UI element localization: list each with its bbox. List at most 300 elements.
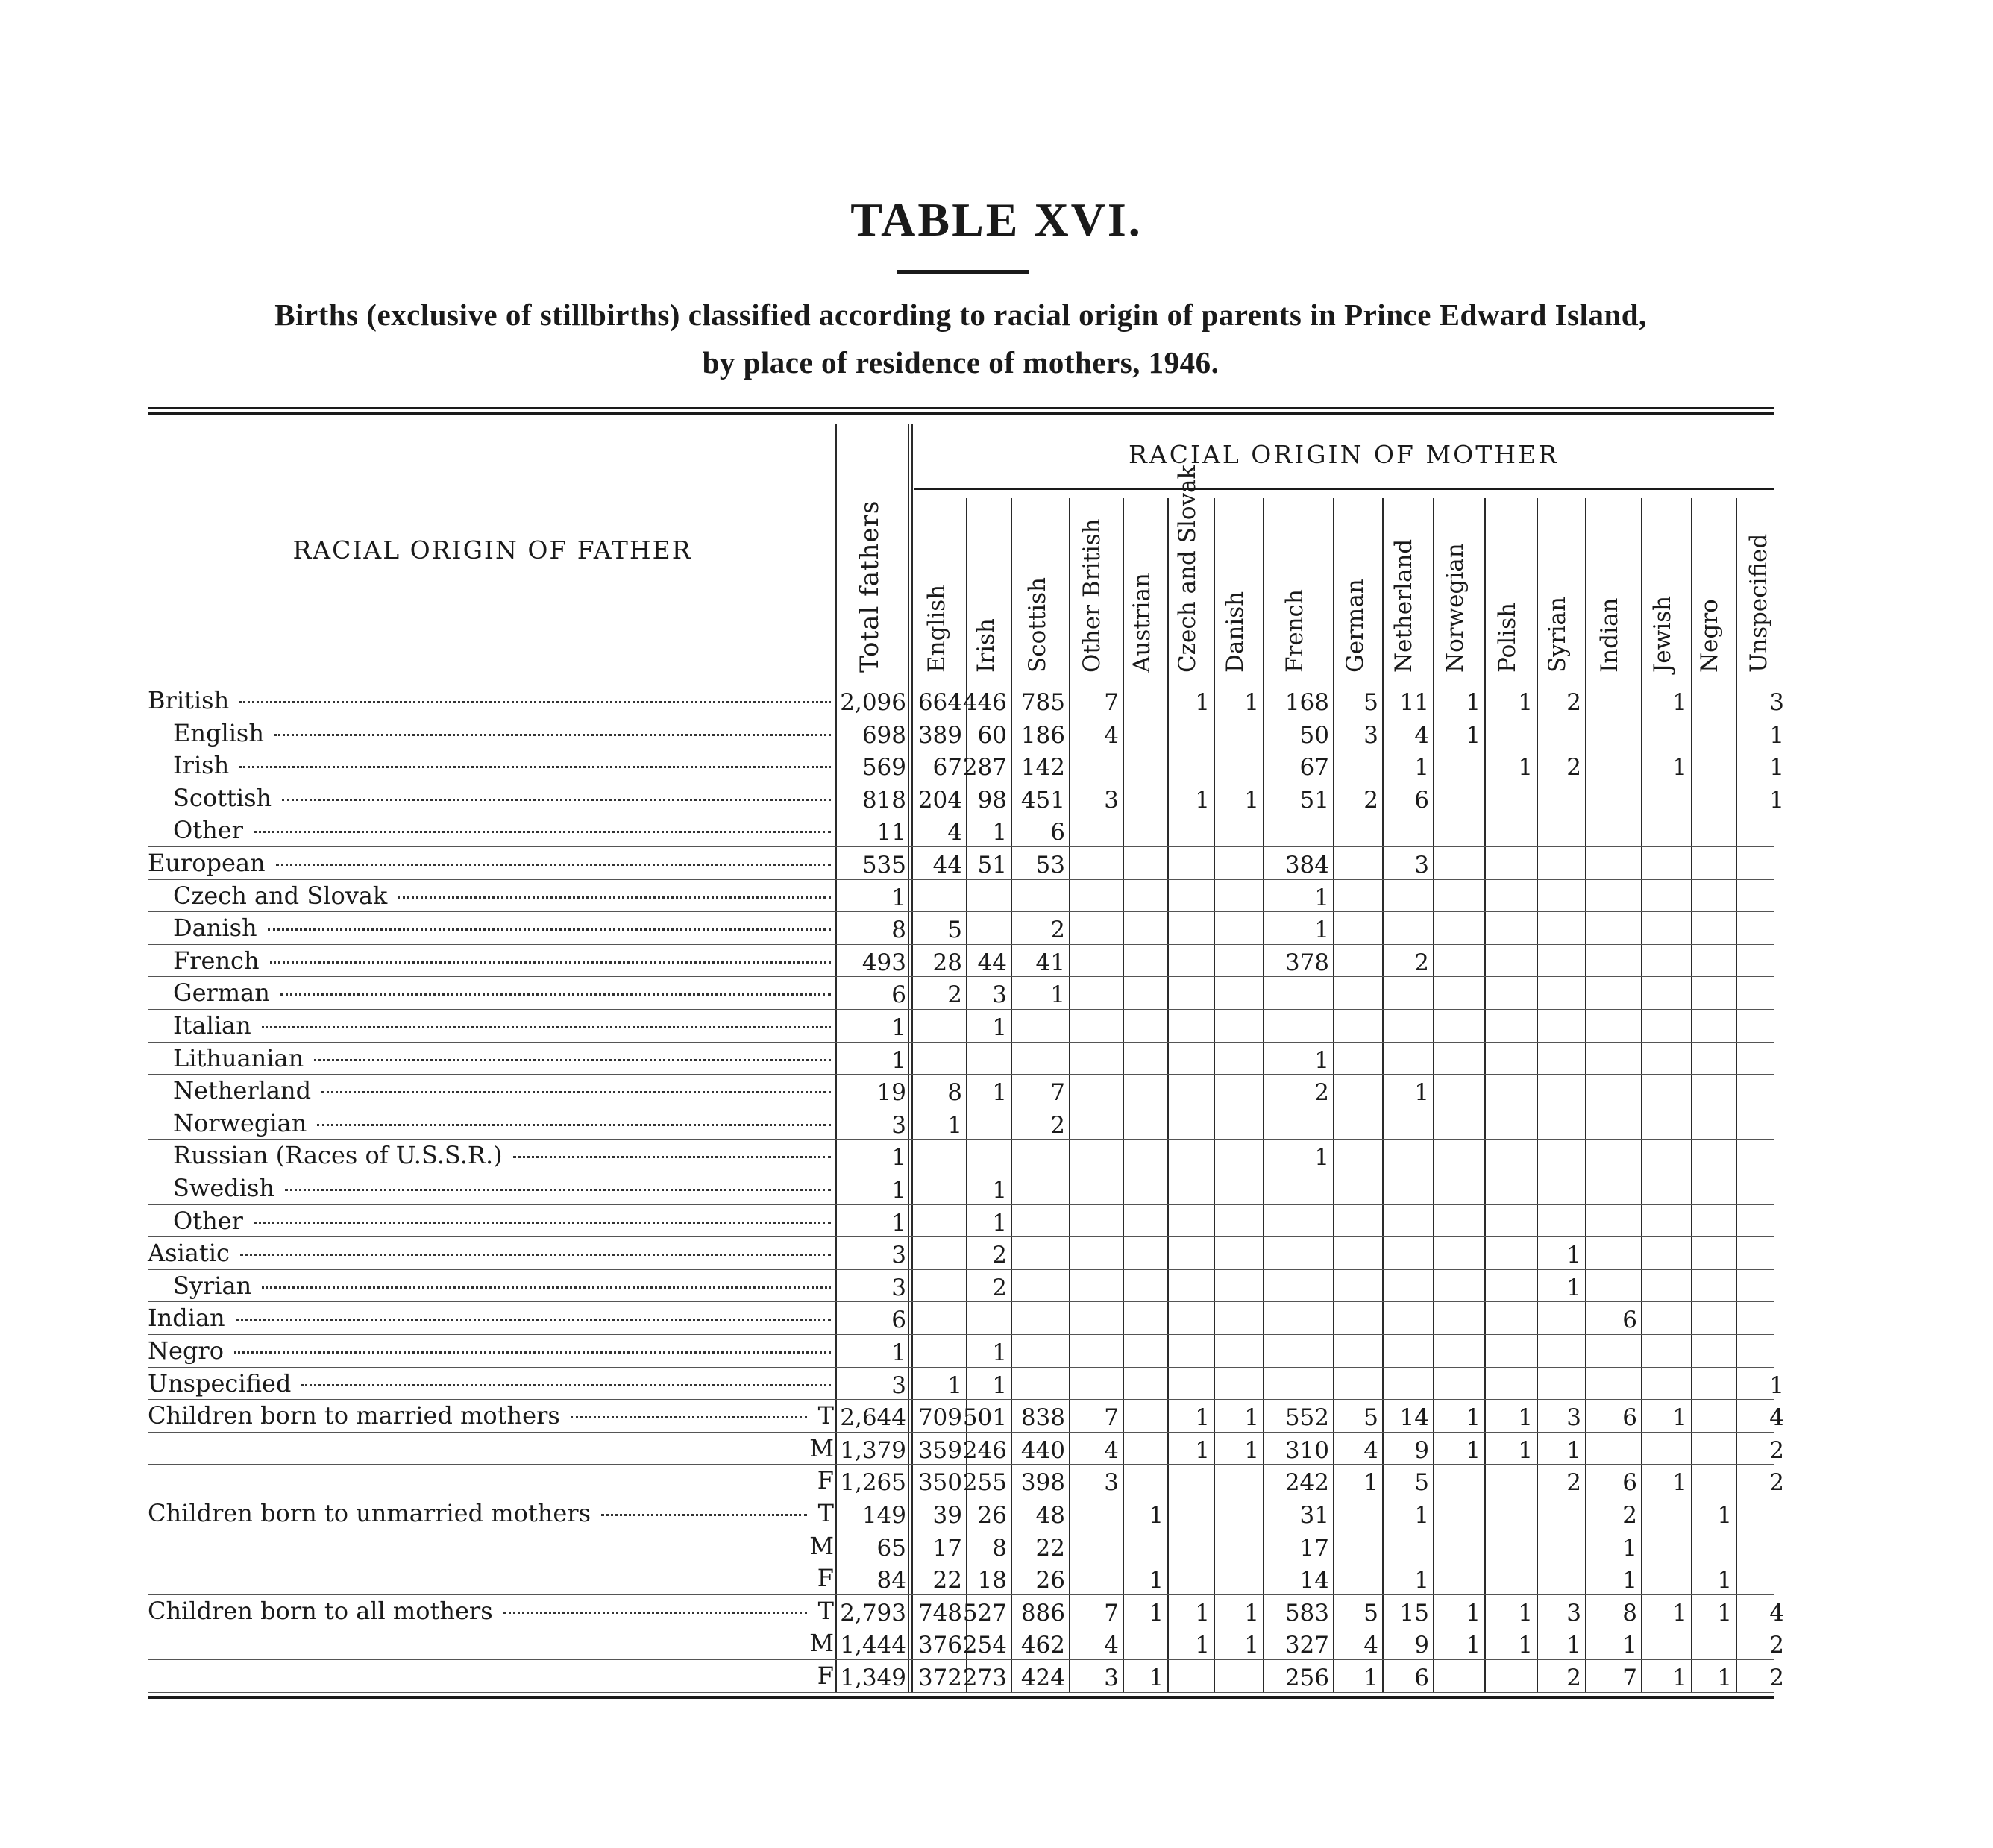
column-header-label: Norwegian bbox=[1441, 543, 1469, 673]
row-label: Russian (Races of U.S.S.R.) bbox=[173, 1141, 503, 1170]
table-cell: 2 bbox=[1566, 1469, 1581, 1497]
table-cell: 1 bbox=[1518, 1632, 1533, 1659]
table-row bbox=[0, 1140, 1993, 1172]
table-cell: 440 bbox=[1020, 1436, 1065, 1464]
table-top-rule-inner bbox=[148, 412, 1774, 415]
table-cell: 1 bbox=[1149, 1599, 1164, 1627]
table-cell: 1 bbox=[1414, 1502, 1429, 1529]
row-label: Netherland bbox=[173, 1076, 312, 1105]
table-cell: 22 bbox=[932, 1567, 962, 1594]
table-cell: 2,644 bbox=[840, 1404, 906, 1432]
table-cell: 3 bbox=[891, 1371, 906, 1399]
column-header-label: Total fathers bbox=[854, 500, 885, 673]
table-cell: 527 bbox=[962, 1599, 1007, 1627]
column-header bbox=[1068, 492, 1119, 673]
table-cell: 818 bbox=[861, 786, 906, 814]
table-cell: 44 bbox=[977, 949, 1007, 976]
column-header bbox=[1167, 465, 1210, 673]
row-label: Czech and Slovak bbox=[173, 881, 388, 910]
table-cell: 1 bbox=[1244, 1436, 1259, 1464]
table-cell: 1 bbox=[992, 819, 1007, 846]
table-cell: 1 bbox=[1769, 754, 1784, 782]
table-cell: 2 bbox=[1622, 1502, 1637, 1529]
table-cell: 26 bbox=[1035, 1567, 1065, 1594]
row-sex-code: T bbox=[817, 1401, 834, 1430]
dot-leader bbox=[317, 1124, 831, 1126]
table-cell: 1 bbox=[1195, 1436, 1210, 1464]
table-cell: 4 bbox=[1104, 1632, 1119, 1659]
table-cell: 2 bbox=[1769, 1469, 1784, 1497]
table-cell: 1 bbox=[1244, 1632, 1259, 1659]
column-header bbox=[1432, 492, 1481, 673]
row-sex-code: F bbox=[817, 1662, 834, 1690]
table-cell: 1,265 bbox=[840, 1469, 906, 1497]
table-cell: 5 bbox=[1363, 1599, 1378, 1627]
table-cell: 1 bbox=[1769, 786, 1784, 814]
column-header-label: German bbox=[1342, 579, 1369, 673]
table-row bbox=[0, 847, 1993, 880]
table-cell: 569 bbox=[861, 754, 906, 782]
table-cell: 310 bbox=[1284, 1436, 1329, 1464]
column-header-label: Polish bbox=[1493, 603, 1521, 673]
table-cell: 698 bbox=[861, 721, 906, 749]
table-cell: 84 bbox=[876, 1567, 906, 1594]
table-cell: 3 bbox=[891, 1274, 906, 1301]
table-cell: 1 bbox=[1050, 981, 1065, 1009]
mother-header-rule bbox=[914, 488, 1774, 490]
table-cell: 446 bbox=[962, 689, 1007, 716]
dot-leader bbox=[268, 928, 831, 931]
row-label: Irish bbox=[173, 751, 230, 780]
column-header-label: Czech and Slovak bbox=[1173, 465, 1201, 673]
table-cell: 242 bbox=[1284, 1469, 1329, 1497]
table-cell: 28 bbox=[932, 949, 962, 976]
column-header bbox=[1484, 492, 1533, 673]
table-cell: 17 bbox=[932, 1534, 962, 1562]
dot-leader bbox=[280, 993, 831, 996]
column-header bbox=[1214, 492, 1259, 673]
table-row bbox=[0, 1107, 1993, 1140]
column-header-label: Unspecified bbox=[1745, 533, 1772, 673]
table-cell: 1 bbox=[1672, 754, 1687, 782]
table-cell: 1 bbox=[1672, 689, 1687, 716]
table-cell: 67 bbox=[932, 754, 962, 782]
table-row bbox=[0, 1172, 1993, 1205]
table-cell: 1 bbox=[1195, 1599, 1210, 1627]
table-cell: 4 bbox=[947, 819, 962, 846]
table-cell: 2 bbox=[1769, 1632, 1784, 1659]
table-row bbox=[0, 1270, 1993, 1303]
dot-leader bbox=[254, 831, 831, 833]
table-cell: 1 bbox=[1244, 1404, 1259, 1432]
table-cell: 748 bbox=[917, 1599, 962, 1627]
dot-leader bbox=[282, 799, 831, 801]
table-cell: 1 bbox=[891, 1014, 906, 1041]
row-label: European bbox=[148, 849, 266, 877]
table-row bbox=[0, 1368, 1993, 1401]
column-header bbox=[1641, 492, 1687, 673]
table-cell: 1 bbox=[1314, 1046, 1329, 1074]
row-sex-code: M bbox=[809, 1531, 834, 1560]
table-cell: 1 bbox=[1518, 1599, 1533, 1627]
table-cell: 6 bbox=[1050, 819, 1065, 846]
table-cell: 4 bbox=[1104, 1436, 1119, 1464]
row-label: French bbox=[173, 946, 260, 975]
table-cell: 18 bbox=[977, 1567, 1007, 1594]
table-cell: 5 bbox=[1363, 689, 1378, 716]
table-cell: 3 bbox=[1566, 1404, 1581, 1432]
table-cell: 372 bbox=[917, 1665, 962, 1691]
table-cell: 1 bbox=[1466, 1404, 1481, 1432]
table-cell: 2 bbox=[1566, 754, 1581, 782]
table-row bbox=[0, 977, 1993, 1010]
row-label: Children born to unmarried mothers bbox=[148, 1499, 591, 1527]
table-cell: 3 bbox=[1414, 852, 1429, 879]
table-cell: 2 bbox=[1050, 1111, 1065, 1139]
row-label: British bbox=[148, 686, 230, 714]
row-label: Danish bbox=[173, 914, 257, 943]
table-row bbox=[0, 1562, 1993, 1595]
table-cell: 3 bbox=[1104, 1469, 1119, 1497]
table-row bbox=[0, 1237, 1993, 1270]
column-header-label: Indian bbox=[1596, 597, 1623, 673]
table-cell: 1 bbox=[1566, 1274, 1581, 1301]
column-header bbox=[1123, 492, 1164, 673]
table-cell: 2 bbox=[1566, 689, 1581, 716]
table-cell: 1 bbox=[1414, 1079, 1429, 1107]
row-sex-code: T bbox=[817, 1596, 834, 1625]
table-cell: 1 bbox=[1466, 689, 1481, 716]
table-row bbox=[0, 1660, 1993, 1693]
table-cell: 1 bbox=[1672, 1404, 1687, 1432]
table-row bbox=[0, 717, 1993, 750]
column-header-label: Netherland bbox=[1390, 538, 1417, 673]
table-cell: 6 bbox=[1622, 1307, 1637, 1334]
column-header-label: French bbox=[1281, 589, 1308, 673]
table-cell: 1 bbox=[1314, 1144, 1329, 1172]
table-cell: 1 bbox=[1195, 689, 1210, 716]
table-row bbox=[0, 945, 1993, 978]
table-cell: 65 bbox=[876, 1534, 906, 1562]
table-cell: 31 bbox=[1299, 1502, 1329, 1529]
table-cell: 1 bbox=[891, 1177, 906, 1204]
table-cell: 204 bbox=[917, 786, 962, 814]
table-cell: 398 bbox=[1020, 1469, 1065, 1497]
table-cell: 1 bbox=[1466, 1632, 1481, 1659]
table-cell: 51 bbox=[977, 852, 1007, 879]
row-sex-code: M bbox=[809, 1433, 834, 1462]
table-cell: 1 bbox=[1672, 1469, 1687, 1497]
table-cell: 1 bbox=[1149, 1502, 1164, 1529]
column-header bbox=[1335, 492, 1378, 673]
dot-leader bbox=[239, 701, 831, 703]
table-cell: 384 bbox=[1284, 852, 1329, 879]
table-cell: 1 bbox=[1149, 1567, 1164, 1594]
table-cell: 17 bbox=[1299, 1534, 1329, 1562]
table-cell: 709 bbox=[917, 1404, 962, 1432]
dot-leader bbox=[254, 1222, 831, 1224]
table-cell: 53 bbox=[1035, 852, 1065, 879]
table-cell: 98 bbox=[977, 786, 1007, 814]
table-cell: 1 bbox=[1244, 689, 1259, 716]
table-row bbox=[0, 1335, 1993, 1368]
table-cell: 1 bbox=[1717, 1502, 1732, 1529]
table-cell: 1 bbox=[992, 1209, 1007, 1236]
column-header bbox=[1585, 492, 1637, 673]
row-label: Lithuanian bbox=[173, 1043, 304, 1072]
table-row bbox=[0, 1043, 1993, 1075]
table-cell: 838 bbox=[1020, 1404, 1065, 1432]
column-header-label: Syrian bbox=[1544, 597, 1571, 673]
table-cell: 44 bbox=[932, 852, 962, 879]
column-header bbox=[967, 492, 1007, 673]
row-label: Other bbox=[173, 1206, 243, 1235]
dot-leader bbox=[262, 1026, 831, 1028]
table-cell: 1 bbox=[1717, 1567, 1732, 1594]
table-cell: 3 bbox=[1566, 1599, 1581, 1627]
table-cell: 8 bbox=[947, 1079, 962, 1107]
column-header-label: English bbox=[923, 584, 950, 673]
table-cell: 254 bbox=[962, 1632, 1007, 1659]
table-cell: 6 bbox=[1622, 1404, 1637, 1432]
table-cell: 287 bbox=[962, 754, 1007, 782]
table-cell: 376 bbox=[917, 1632, 962, 1659]
table-cell: 1 bbox=[947, 1111, 962, 1139]
row-label: Scottish bbox=[173, 783, 272, 812]
dot-leader bbox=[240, 1254, 831, 1256]
table-cell: 142 bbox=[1020, 754, 1065, 782]
table-cell: 4 bbox=[1769, 1404, 1784, 1432]
table-cell: 149 bbox=[861, 1502, 906, 1529]
table-cell: 3 bbox=[891, 1242, 906, 1269]
table-cell: 6 bbox=[1414, 1665, 1429, 1691]
title-underline bbox=[897, 270, 1029, 274]
dot-leader bbox=[321, 1091, 831, 1093]
table-row bbox=[0, 685, 1993, 717]
table-cell: 2 bbox=[992, 1274, 1007, 1301]
table-cell: 1 bbox=[1518, 689, 1533, 716]
row-label: Norwegian bbox=[173, 1108, 307, 1137]
dot-leader bbox=[285, 1189, 831, 1191]
row-label: Asiatic bbox=[148, 1239, 230, 1268]
column-header bbox=[1012, 492, 1065, 673]
dot-leader bbox=[398, 896, 831, 899]
table-cell: 2,096 bbox=[840, 689, 906, 716]
dot-leader bbox=[601, 1514, 807, 1516]
table-row bbox=[0, 749, 1993, 782]
row-sex-code: M bbox=[809, 1629, 834, 1658]
column-header-label: Danish bbox=[1222, 591, 1249, 673]
table-cell: 246 bbox=[962, 1436, 1007, 1464]
table-cell: 39 bbox=[932, 1502, 962, 1529]
table-row bbox=[0, 1595, 1993, 1628]
table-cell: 9 bbox=[1414, 1632, 1429, 1659]
table-cell: 886 bbox=[1020, 1599, 1065, 1627]
table-cell: 1 bbox=[1518, 1404, 1533, 1432]
table-row bbox=[0, 880, 1993, 913]
table-cell: 1 bbox=[1769, 1371, 1784, 1399]
table-cell: 186 bbox=[1020, 721, 1065, 749]
table-cell: 1 bbox=[1518, 754, 1533, 782]
table-cell: 7 bbox=[1050, 1079, 1065, 1107]
column-header bbox=[1537, 492, 1581, 673]
table-cell: 350 bbox=[917, 1469, 962, 1497]
dot-leader bbox=[239, 766, 831, 768]
table-cell: 3 bbox=[891, 1111, 906, 1139]
dot-leader bbox=[314, 1059, 831, 1061]
table-cell: 8 bbox=[891, 917, 906, 944]
table-cell: 1,444 bbox=[840, 1632, 906, 1659]
row-label: Other bbox=[173, 816, 243, 845]
table-cell: 4 bbox=[1769, 1599, 1784, 1627]
column-header bbox=[837, 492, 906, 673]
table-cell: 451 bbox=[1020, 786, 1065, 814]
table-cell: 1 bbox=[1566, 1632, 1581, 1659]
dot-leader bbox=[513, 1156, 831, 1158]
table-cell: 2 bbox=[1769, 1665, 1784, 1691]
table-cell: 327 bbox=[1284, 1632, 1329, 1659]
table-cell: 2 bbox=[947, 981, 962, 1009]
table-cell: 424 bbox=[1020, 1665, 1065, 1691]
table-cell: 1 bbox=[1314, 917, 1329, 944]
table-cell: 6 bbox=[891, 981, 906, 1009]
table-cell: 1 bbox=[992, 1371, 1007, 1399]
table-cell: 3 bbox=[992, 981, 1007, 1009]
table-cell: 1 bbox=[1363, 1469, 1378, 1497]
table-cell: 1 bbox=[1672, 1599, 1687, 1627]
table-cell: 1 bbox=[1672, 1665, 1687, 1691]
dot-leader bbox=[276, 864, 831, 866]
row-label: English bbox=[173, 718, 264, 747]
table-cell: 22 bbox=[1035, 1534, 1065, 1562]
dot-leader bbox=[503, 1612, 807, 1614]
table-cell: 14 bbox=[1399, 1404, 1429, 1432]
table-cell: 1 bbox=[1566, 1436, 1581, 1464]
row-sex-code: T bbox=[817, 1499, 834, 1527]
table-row bbox=[0, 1205, 1993, 1238]
table-cell: 2 bbox=[1414, 949, 1429, 976]
table-cell: 26 bbox=[977, 1502, 1007, 1529]
table-row bbox=[0, 1075, 1993, 1107]
table-cell: 19 bbox=[876, 1079, 906, 1107]
table-row bbox=[0, 1010, 1993, 1043]
row-label: German bbox=[173, 978, 270, 1008]
subtitle-line-2: by place of residence of mothers, 1946. bbox=[702, 345, 1220, 380]
table-cell: 1 bbox=[1244, 786, 1259, 814]
table-cell: 1 bbox=[1414, 1567, 1429, 1594]
table-cell: 1 bbox=[1195, 786, 1210, 814]
table-cell: 273 bbox=[962, 1665, 1007, 1691]
table-cell: 1 bbox=[891, 1339, 906, 1366]
father-header: RACIAL ORIGIN OF FATHER bbox=[292, 535, 692, 565]
table-cell: 2 bbox=[1566, 1665, 1581, 1691]
table-cell: 2 bbox=[1363, 786, 1378, 814]
dot-leader bbox=[236, 1319, 831, 1321]
table-cell: 14 bbox=[1299, 1567, 1329, 1594]
table-cell: 1,349 bbox=[840, 1665, 906, 1691]
row-label: Children born to married mothers bbox=[148, 1401, 560, 1430]
dot-leader bbox=[571, 1416, 807, 1418]
table-cell: 8 bbox=[992, 1534, 1007, 1562]
table-cell: 3 bbox=[1769, 689, 1784, 716]
table-row bbox=[0, 1627, 1993, 1660]
table-cell: 1 bbox=[1622, 1534, 1637, 1562]
column-header bbox=[1263, 492, 1329, 673]
table-cell: 7 bbox=[1104, 1599, 1119, 1627]
table-cell: 255 bbox=[962, 1469, 1007, 1497]
column-header-label: Irish bbox=[972, 618, 999, 673]
table-cell: 50 bbox=[1299, 721, 1329, 749]
table-cell: 4 bbox=[1363, 1436, 1378, 1464]
table-cell: 1 bbox=[1622, 1632, 1637, 1659]
table-cell: 1 bbox=[1466, 721, 1481, 749]
table-cell: 359 bbox=[917, 1436, 962, 1464]
dot-leader bbox=[301, 1384, 831, 1386]
table-cell: 15 bbox=[1399, 1599, 1429, 1627]
row-label: Swedish bbox=[173, 1174, 274, 1202]
table-cell: 1 bbox=[1769, 721, 1784, 749]
column-header bbox=[1736, 492, 1784, 673]
table-cell: 1 bbox=[992, 1177, 1007, 1204]
table-cell: 256 bbox=[1284, 1665, 1329, 1691]
row-rule bbox=[148, 1692, 1774, 1693]
table-cell: 1 bbox=[1195, 1632, 1210, 1659]
table-cell: 1 bbox=[992, 1014, 1007, 1041]
table-cell: 1 bbox=[1363, 1665, 1378, 1691]
row-sex-code: F bbox=[817, 1564, 834, 1593]
table-cell: 11 bbox=[1399, 689, 1429, 716]
column-header bbox=[1690, 492, 1732, 673]
dot-leader bbox=[234, 1351, 831, 1354]
table-cell: 1 bbox=[992, 1339, 1007, 1366]
table-cell: 1 bbox=[1518, 1436, 1533, 1464]
table-cell: 3 bbox=[1104, 786, 1119, 814]
table-cell: 1,379 bbox=[840, 1436, 906, 1464]
row-label: Negro bbox=[148, 1336, 224, 1365]
table-cell: 9 bbox=[1414, 1436, 1429, 1464]
column-header-label: Other British bbox=[1079, 518, 1105, 673]
table-cell: 1 bbox=[1466, 1436, 1481, 1464]
table-cell: 664 bbox=[917, 689, 962, 716]
table-cell: 1 bbox=[1717, 1665, 1732, 1691]
table-row bbox=[0, 912, 1993, 945]
table-cell: 5 bbox=[947, 917, 962, 944]
table-cell: 1 bbox=[891, 1046, 906, 1074]
column-header-label: Jewish bbox=[1649, 595, 1676, 673]
table-cell: 1 bbox=[1414, 754, 1429, 782]
column-header bbox=[914, 492, 962, 673]
row-label: Italian bbox=[173, 1011, 251, 1040]
table-cell: 535 bbox=[861, 852, 906, 879]
table-row bbox=[0, 1465, 1993, 1497]
table-cell: 462 bbox=[1020, 1632, 1065, 1659]
table-cell: 583 bbox=[1284, 1599, 1329, 1627]
table-row bbox=[0, 1400, 1993, 1433]
table-cell: 1 bbox=[1466, 1599, 1481, 1627]
column-header-label: Austrian bbox=[1128, 573, 1155, 673]
table-cell: 2 bbox=[1050, 917, 1065, 944]
table-cell: 3 bbox=[1104, 1665, 1119, 1691]
table-cell: 1 bbox=[891, 1209, 906, 1236]
row-label: Indian bbox=[148, 1304, 225, 1333]
table-cell: 501 bbox=[962, 1404, 1007, 1432]
table-cell: 1 bbox=[1622, 1567, 1637, 1594]
row-label: Syrian bbox=[173, 1271, 252, 1300]
dot-leader bbox=[270, 961, 831, 964]
table-cell: 2 bbox=[992, 1242, 1007, 1269]
table-cell: 7 bbox=[1622, 1665, 1637, 1691]
table-row bbox=[0, 1497, 1993, 1530]
